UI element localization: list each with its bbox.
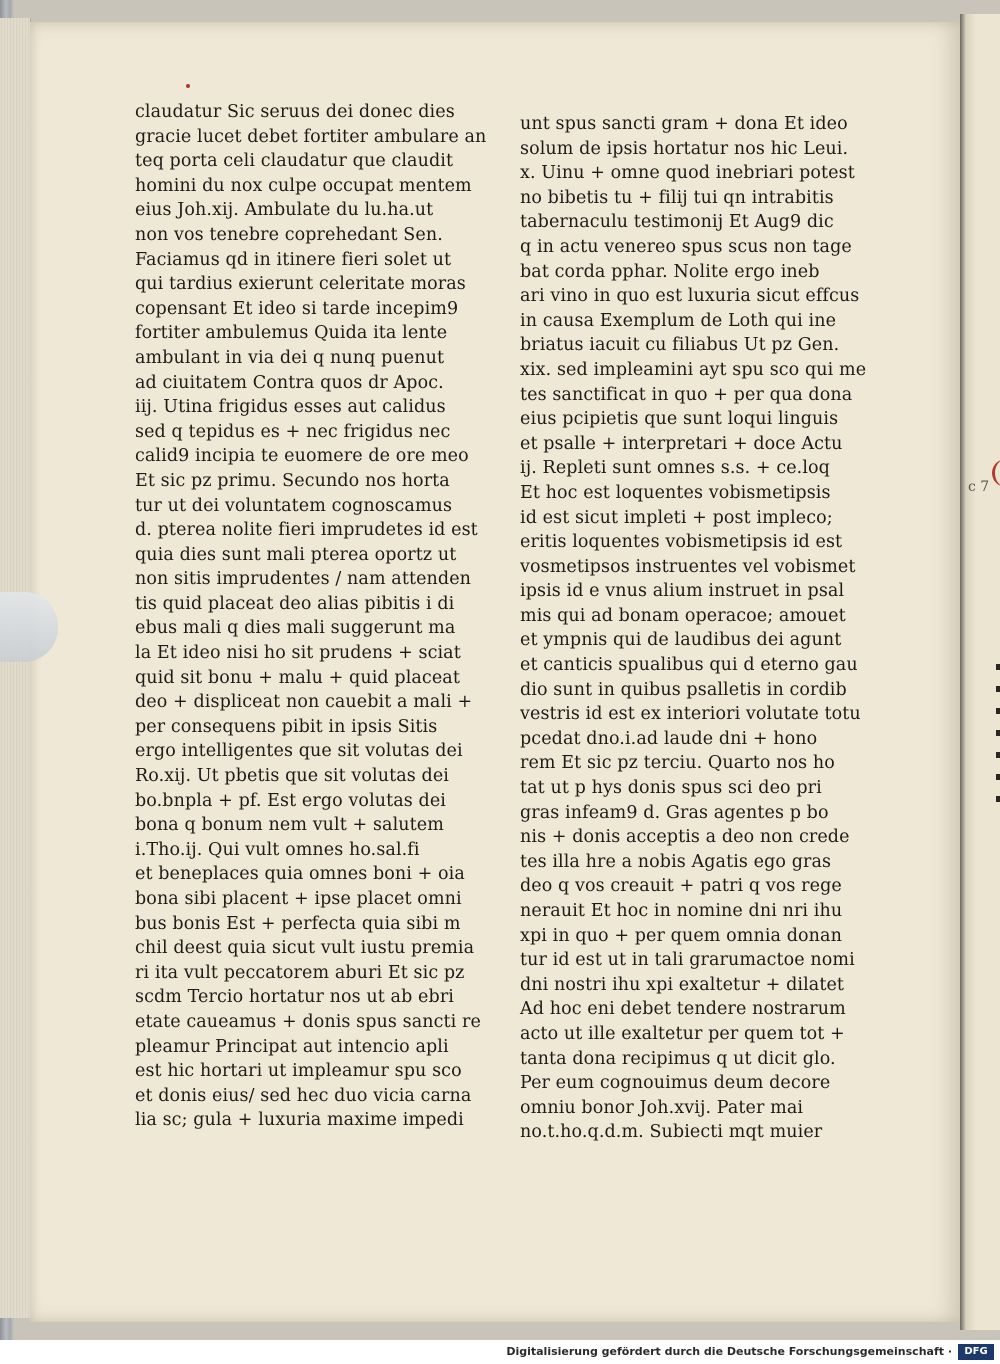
text-line: tanta dona recipimus q ut dicit glo. bbox=[520, 1048, 836, 1069]
text-line: pleamur Principat aut intencio apli bbox=[135, 1036, 449, 1057]
text-line: no bibetis tu + filij tui qn intrabitis bbox=[520, 187, 834, 208]
text-line: non vos tenebre coprehedant Sen. bbox=[135, 224, 443, 245]
text-line: et donis eius/ sed hec duo vicia carna bbox=[135, 1085, 472, 1106]
text-line: et psalle + interpretari + doce Actu bbox=[520, 433, 843, 454]
text-line: ebus mali q dies mali suggerunt ma bbox=[135, 618, 456, 639]
text-line: vestris id est ex interiori volutate totu bbox=[520, 704, 861, 725]
text-line: Ro.xij. Ut pbetis que sit volutas dei bbox=[135, 766, 449, 787]
text-line: tat ut p hys donis spus sci deo pri bbox=[520, 778, 822, 799]
text-line: no.t.ho.q.d.m. Subiecti mqt muier bbox=[520, 1122, 823, 1143]
text-line: rem Et sic pz terciu. Quarto nos ho bbox=[520, 753, 835, 774]
footer-bar bbox=[0, 1340, 1000, 1364]
text-line: deo q vos creauit + patri q vos rege bbox=[520, 876, 842, 897]
text-line: briatus iacuit cu filiabus Ut pz Gen. bbox=[520, 335, 840, 356]
right-text-column bbox=[520, 112, 867, 1145]
text-line: scdm Tercio hortatur nos ut ab ebri bbox=[135, 987, 454, 1008]
text-line: d. pterea nolite fieri imprudetes id est bbox=[135, 520, 478, 541]
text-line: calid9 incipia te euomere de ore meo bbox=[135, 446, 469, 467]
text-line: quia dies sunt mali pterea oportz ut bbox=[135, 544, 457, 565]
text-line: ri ita vult peccatorem aburi Et sic pz bbox=[135, 962, 465, 983]
text-line: fortiter ambulemus Quida ita lente bbox=[135, 323, 448, 344]
text-line: ambulant in via dei q nunq puenut bbox=[135, 347, 445, 368]
text-line: teq porta celi claudatur que claudit bbox=[135, 151, 454, 172]
folio-mark: c 7 bbox=[968, 479, 990, 495]
text-line: q in actu venereo spus scus non tage bbox=[520, 236, 852, 257]
text-line: est hic hortari ut impleamur spu sco bbox=[135, 1061, 462, 1082]
text-line: per consequens pibit in ipsis Sitis bbox=[135, 716, 438, 737]
text-line: copensant Et ideo si tarde incepim9 bbox=[135, 298, 459, 319]
left-text-column bbox=[135, 100, 487, 1133]
text-line: ij. Repleti sunt omnes s.s. + ce.loq bbox=[520, 458, 830, 479]
text-line: ad ciuitatem Contra quos dr Apoc. bbox=[135, 372, 444, 393]
text-line: xpi in quo + per quem omnia donan bbox=[520, 925, 842, 946]
text-line: iij. Utina frigidus esses aut calidus bbox=[135, 397, 446, 418]
text-line: Per eum cognouimus deum decore bbox=[520, 1073, 831, 1094]
text-line: Faciamus qd in itinere fieri solet ut bbox=[135, 249, 452, 270]
text-line: bat corda pphar. Nolite ergo ineb bbox=[520, 261, 820, 282]
dfg-logo: DFG bbox=[958, 1344, 994, 1360]
text-line: pcedat dno.i.ad laude dni + hono bbox=[520, 728, 818, 749]
text-line: solum de ipsis hortatur nos hic Leui. bbox=[520, 138, 849, 159]
rubric-mark bbox=[992, 459, 1000, 487]
text-line: claudatur Sic seruus dei donec dies bbox=[135, 102, 455, 122]
text-line: dni nostri ihu xpi exaltetur + dilatet bbox=[520, 974, 845, 995]
text-line: x. Uinu + omne quod inebriari potest bbox=[520, 163, 855, 184]
text-line: quid sit bonu + malu + quid placeat bbox=[135, 667, 460, 688]
text-line: unt spus sancti gram + dona Et ideo bbox=[520, 114, 848, 134]
text-line: omniu bonor Joh.xvij. Pater mai bbox=[520, 1097, 804, 1118]
text-line: Et hoc est loquentes vobismetipsis bbox=[520, 482, 831, 503]
text-line: eritis loquentes vobismetipsis id est bbox=[520, 532, 843, 553]
text-line: vosmetipsos instruentes vel vobismet bbox=[520, 556, 856, 577]
text-line: ipsis id e vnus alium instruet in psal bbox=[520, 581, 845, 602]
text-line: dio sunt in quibus psalletis in cordib bbox=[520, 679, 847, 700]
text-line: lia sc; gula + luxuria maxime impedi bbox=[135, 1110, 464, 1131]
text-line: nis + donis acceptis a deo non crede bbox=[520, 827, 850, 848]
text-line: acto ut ille exaltetur per quem tot + bbox=[520, 1023, 845, 1044]
text-line: la Et ideo nisi ho sit prudens + sciat bbox=[135, 643, 461, 664]
text-line: tur id est ut in tali grarumactoe nomi bbox=[520, 950, 855, 971]
text-line: tis quid placeat deo alias pibitis i di bbox=[135, 593, 455, 614]
rubric-dot bbox=[186, 84, 190, 88]
text-line: tabernaculu testimonij Et Aug9 dic bbox=[520, 212, 834, 233]
text-line: id est sicut impleti + post impleco; bbox=[520, 507, 833, 528]
text-line: et beneplaces quia omnes boni + oia bbox=[135, 864, 465, 885]
text-line: xix. sed impleamini ayt spu sco qui me bbox=[520, 359, 867, 380]
text-line: nerauit Et hoc in nomine dni nri ihu bbox=[520, 901, 843, 921]
funding-notice: Digitalisierung gefördert durch die Deutsche Forschungsgemeinschaft · bbox=[506, 1345, 952, 1358]
text-line: gras infeam9 d. Gras agentes p bo bbox=[520, 802, 829, 823]
text-line: sed q tepidus es + nec frigidus nec bbox=[135, 421, 451, 442]
text-line: non sitis imprudentes / nam attenden bbox=[135, 569, 472, 590]
text-line: Ad hoc eni debet tendere nostrarum bbox=[520, 999, 846, 1020]
page-edges bbox=[0, 18, 31, 1318]
text-line: in causa Exemplum de Loth qui ine bbox=[520, 310, 837, 331]
text-line: tes sanctificat in quo + per qua dona bbox=[520, 384, 853, 405]
text-line: gracie lucet debet fortiter ambulare an bbox=[135, 126, 487, 147]
text-line: i.Tho.ij. Qui vult omnes ho.sal.fi bbox=[135, 839, 420, 860]
text-line: bona q bonum nem vult + salutem bbox=[135, 815, 444, 836]
facing-page-text bbox=[996, 664, 1000, 804]
text-line: bo.bnpla + pf. Est ergo volutas dei bbox=[135, 790, 446, 811]
text-line: homini du nox culpe occupat mentem bbox=[135, 175, 472, 196]
text-line: etate caueamus + donis spus sancti re bbox=[135, 1011, 481, 1032]
text-line: chil deest quia sicut vult iustu premia bbox=[135, 938, 475, 959]
text-line: bus bonis Est + perfecta quia sibi m bbox=[135, 913, 461, 934]
text-line: bona sibi placent + ipse placet omni bbox=[135, 889, 462, 909]
text-line: eius pcipietis que sunt loqui linguis bbox=[520, 409, 839, 430]
text-line: mis qui ad bonam operacoe; amouet bbox=[520, 605, 846, 626]
text-line: tur ut dei voluntatem cognoscamus bbox=[135, 495, 453, 516]
text-line: et ympnis qui de laudibus dei agunt bbox=[520, 630, 842, 651]
text-line: eius Joh.xij. Ambulate du lu.ha.ut bbox=[135, 200, 434, 221]
text-line: deo + displiceat non cauebit a mali + bbox=[135, 692, 473, 713]
text-line: tes illa hre a nobis Agatis ego gras bbox=[520, 851, 832, 872]
text-line: ergo intelligentes que sit volutas dei bbox=[135, 741, 463, 762]
text-line: qui tardius exierunt celeritate moras bbox=[135, 274, 466, 295]
text-line: et canticis spualibus qui d eterno gau bbox=[520, 655, 858, 676]
facing-page-edge bbox=[960, 14, 1000, 1330]
text-line: Et sic pz primu. Secundo nos horta bbox=[135, 470, 450, 491]
text-line: ari vino in quo est luxuria sicut effcus bbox=[520, 286, 860, 307]
